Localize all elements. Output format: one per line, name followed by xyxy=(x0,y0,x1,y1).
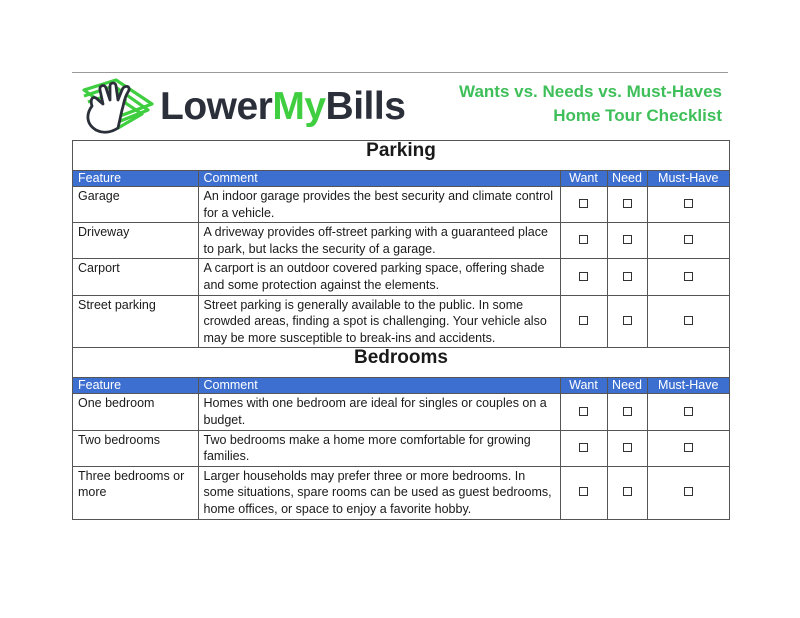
table-row xyxy=(73,187,729,223)
logo-wordmark: LowerMyBills xyxy=(160,85,406,128)
need-checkbox[interactable] xyxy=(623,407,632,416)
need-checkbox[interactable] xyxy=(623,199,632,208)
want-checkbox[interactable] xyxy=(579,272,588,281)
must-have-cell xyxy=(647,295,729,348)
comment-column-header: Comment xyxy=(198,378,560,394)
table-row xyxy=(73,223,729,259)
need-cell xyxy=(607,259,647,295)
checklist-table xyxy=(72,140,730,520)
need-checkbox[interactable] xyxy=(623,316,632,325)
need-cell xyxy=(607,394,647,430)
need-cell xyxy=(607,430,647,466)
want-cell xyxy=(560,295,607,348)
table-row xyxy=(73,430,729,466)
want-cell xyxy=(560,223,607,259)
want-cell xyxy=(560,466,607,519)
must-have-cell xyxy=(647,394,729,430)
section-heading-row xyxy=(73,348,729,378)
want-checkbox[interactable] xyxy=(579,235,588,244)
table-row xyxy=(73,295,729,348)
must-have-checkbox[interactable] xyxy=(684,407,693,416)
section-heading: Parking xyxy=(73,141,729,171)
must-have-cell xyxy=(647,187,729,223)
column-header-row xyxy=(73,171,729,187)
want-cell xyxy=(560,430,607,466)
feature-cell: Driveway xyxy=(73,223,198,259)
comment-cell: Two bedrooms make a home more comfortable for growing families. xyxy=(198,430,560,466)
section-heading: Bedrooms xyxy=(73,348,729,378)
feature-cell: Carport xyxy=(73,259,198,295)
column-header-row xyxy=(73,378,729,394)
need-checkbox[interactable] xyxy=(623,272,632,281)
must-have-checkbox[interactable] xyxy=(684,235,693,244)
comment-cell: Larger households may prefer three or more bedrooms. In some situations, spare rooms can be used as guest bedrooms, home offices, or space to enjoy a favorite hobby. xyxy=(198,466,560,519)
table-row xyxy=(73,466,729,519)
comment-cell: A carport is an outdoor covered parking space, offering shade and some protection against the elements. xyxy=(198,259,560,295)
want-column-header: Want xyxy=(560,378,607,394)
lowermybills-logo[interactable] xyxy=(78,76,408,136)
comment-cell: An indoor garage provides the best security and climate control for a vehicle. xyxy=(198,187,560,223)
document-title xyxy=(459,80,722,128)
comment-cell: Street parking is generally available to the public. In some crowded areas, finding a spot is challenging. Your vehicle also may be more susceptible to break-ins and accidents. xyxy=(198,295,560,348)
feature-cell: One bedroom xyxy=(73,394,198,430)
section-heading-row xyxy=(73,141,729,171)
need-checkbox[interactable] xyxy=(623,235,632,244)
need-cell xyxy=(607,466,647,519)
comment-cell: Homes with one bedroom are ideal for singles or couples on a budget. xyxy=(198,394,560,430)
want-column-header: Want xyxy=(560,171,607,187)
must-have-column-header: Must-Have xyxy=(647,378,729,394)
must-have-checkbox[interactable] xyxy=(684,199,693,208)
top-rule xyxy=(72,72,728,73)
want-checkbox[interactable] xyxy=(579,407,588,416)
need-cell xyxy=(607,187,647,223)
table-row xyxy=(73,259,729,295)
must-have-checkbox[interactable] xyxy=(684,272,693,281)
feature-cell: Two bedrooms xyxy=(73,430,198,466)
comment-column-header: Comment xyxy=(198,171,560,187)
comment-cell: A driveway provides off-street parking with a guaranteed place to park, but lacks the security of a garage. xyxy=(198,223,560,259)
need-checkbox[interactable] xyxy=(623,487,632,496)
must-have-cell xyxy=(647,259,729,295)
need-column-header: Need xyxy=(607,378,647,394)
hand-holding-cash-icon xyxy=(78,76,160,136)
title-line-2: Home Tour Checklist xyxy=(553,106,722,125)
must-have-checkbox[interactable] xyxy=(684,487,693,496)
want-checkbox[interactable] xyxy=(579,199,588,208)
must-have-checkbox[interactable] xyxy=(684,443,693,452)
need-checkbox[interactable] xyxy=(623,443,632,452)
feature-cell: Street parking xyxy=(73,295,198,348)
want-checkbox[interactable] xyxy=(579,316,588,325)
want-checkbox[interactable] xyxy=(579,443,588,452)
feature-column-header: Feature xyxy=(73,378,198,394)
want-cell xyxy=(560,259,607,295)
must-have-cell xyxy=(647,223,729,259)
feature-column-header: Feature xyxy=(73,171,198,187)
feature-cell: Three bedrooms or more xyxy=(73,466,198,519)
must-have-cell xyxy=(647,466,729,519)
want-checkbox[interactable] xyxy=(579,487,588,496)
must-have-checkbox[interactable] xyxy=(684,316,693,325)
feature-cell: Garage xyxy=(73,187,198,223)
title-line-1: Wants vs. Needs vs. Must-Haves xyxy=(459,82,722,101)
need-cell xyxy=(607,295,647,348)
want-cell xyxy=(560,394,607,430)
need-column-header: Need xyxy=(607,171,647,187)
want-cell xyxy=(560,187,607,223)
must-have-column-header: Must-Have xyxy=(647,171,729,187)
need-cell xyxy=(607,223,647,259)
must-have-cell xyxy=(647,430,729,466)
table-row xyxy=(73,394,729,430)
